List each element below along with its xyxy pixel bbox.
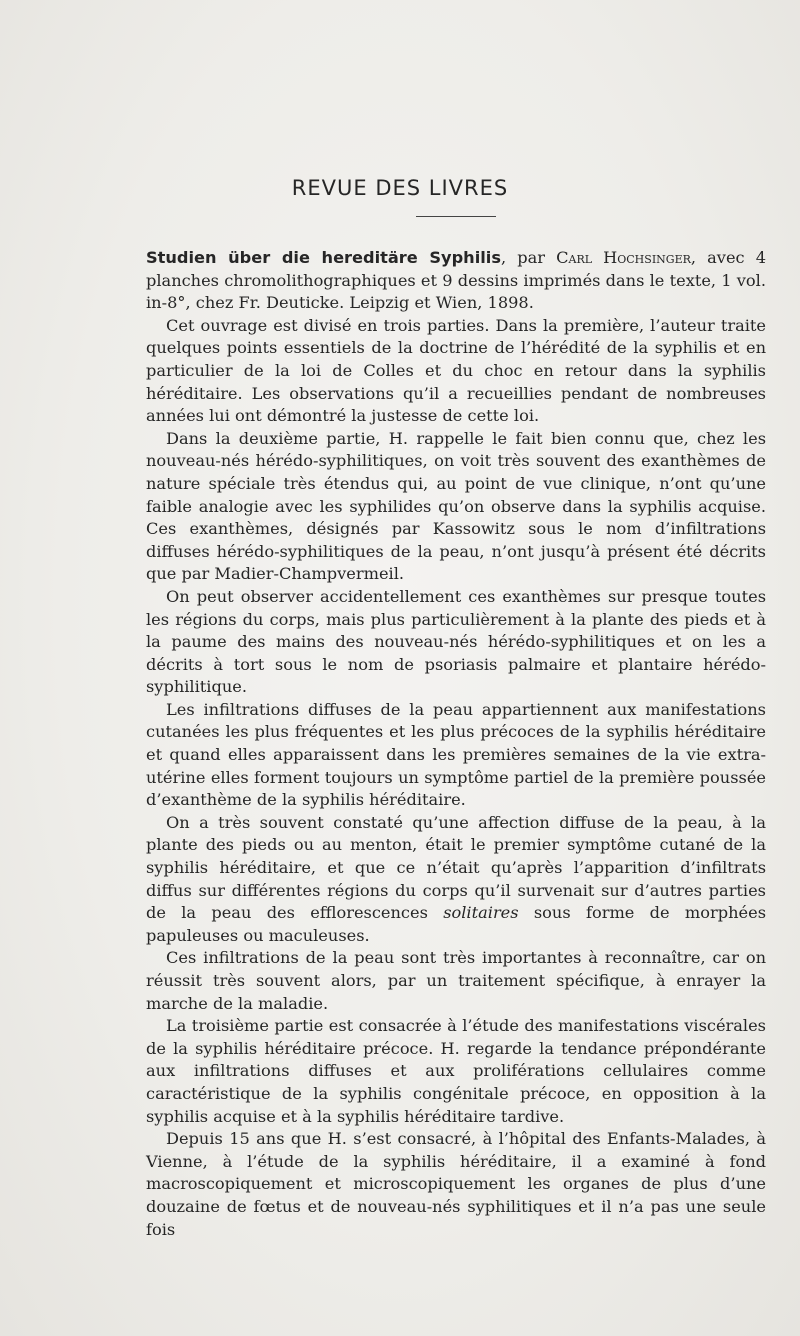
paragraph: Depuis 15 ans que H. s’est consacré, à l’hôpital des Enfants-Malades, à Vienne, à l’étude de la syphilis héréditaire, il a examiné à fond macroscopiquement et microscopiquement les organes de plus d’une douzaine de fœtus et de nouveau-nés syphilitiques et il n’a pas une seule fois [146,1129,766,1239]
italic-term: solitaires [443,903,519,923]
book-author: Carl Hochsinger [556,248,691,267]
paragraph: Cet ouvrage est divisé en trois parties. Dans la première, l’auteur traite quelques points essentiels de la doctrine de l’hérédité de la syphilis et en particulier de la loi de Colles et du choc en retour dans la syphilis héréditaire. Les observations qu’il a recueillies pendant de nombreuses années lui ont démontré la justesse de cette loi. [146,315,766,426]
paragraph: Ces infiltrations de la peau sont très importantes à reconnaître, car on réussit très souvent alors, par un traitement spécifique, à enrayer la marche de la maladie. [146,948,766,1013]
paragraph: Dans la deuxième partie, H. rappelle le fait bien connu que, chez les nouveau-nés hérédo-syphilitiques, on voit très souvent des exanthèmes de nature spéciale très étendus qui, au point de vue clinique, n’ont qu’une faible analogie avec les syphilides qu’on observe dans la syphilis acquise. Ces exanthèmes, désignés par Kassowitz sous le nom d’infiltrations diffuses hérédo-syphilitiques de la peau, n’ont jusqu’à présent été décrits que par Madier-Champvermeil. [146,428,766,584]
paragraph-text: On a très souvent constaté qu’une affection diffuse de la peau, à la plante des pieds ou au menton, était le premier symptôme cutané de la syphilis héréditaire, et que ce n’était qu’après l’apparition d’infiltrats diffus sur différentes régions du corps qu’il survenait sur d’autres parties de la peau des efflorescences [146,812,766,923]
book-title: Studien über die hereditäre Syphilis [146,248,501,267]
paragraph: Les infiltrations diffuses de la peau appartiennent aux manifestations cutanées les plus fréquentes et les plus précoces de la syphilis héréditaire et quand elles apparaissent dans les premières semaines de la vie extra-utérine elles forment toujours un symptôme partiel de la première poussée d’exanthème de la syphilis héréditaire. [146,699,766,810]
review-citation [146,247,766,315]
title-divider [416,216,496,217]
paragraph-text: sous forme de morphées papuleuses ou maculeuses. [146,903,766,945]
section-title: REVUE DES LIVRES [291,176,509,200]
paragraph: La troisième partie est consacrée à l’étude des manifestations viscérales de la syphilis héréditaire précoce. H. regarde la tendance prépondérante aux infiltrations diffuses et aux proliférations cellulaires comme caractéristique de la syphilis congénitale précoce, en opposition à la syphilis acquise et à la syphilis héréditaire tardive. [146,1016,766,1126]
paragraph [146,812,766,948]
paragraph: On peut observer accidentellement ces exanthèmes sur presque toutes les régions du corps, mais plus particulièrement à la plante des pieds et à la paume des mains des nouveau-nés hérédo-syphilitiques et on les a décrits à tort sous le nom de psoriasis palmaire et plantaire hérédo-syphilitique. [146,586,766,697]
citation-par: , par [500,248,557,267]
citation-details: , avec 4 planches chromolithographiques et 9 dessins imprimés dans le texte, 1 vol. in-8°, chez Fr. Deuticke. Leipzig et Wien, 1898. [146,248,766,313]
review-text [146,247,766,1241]
